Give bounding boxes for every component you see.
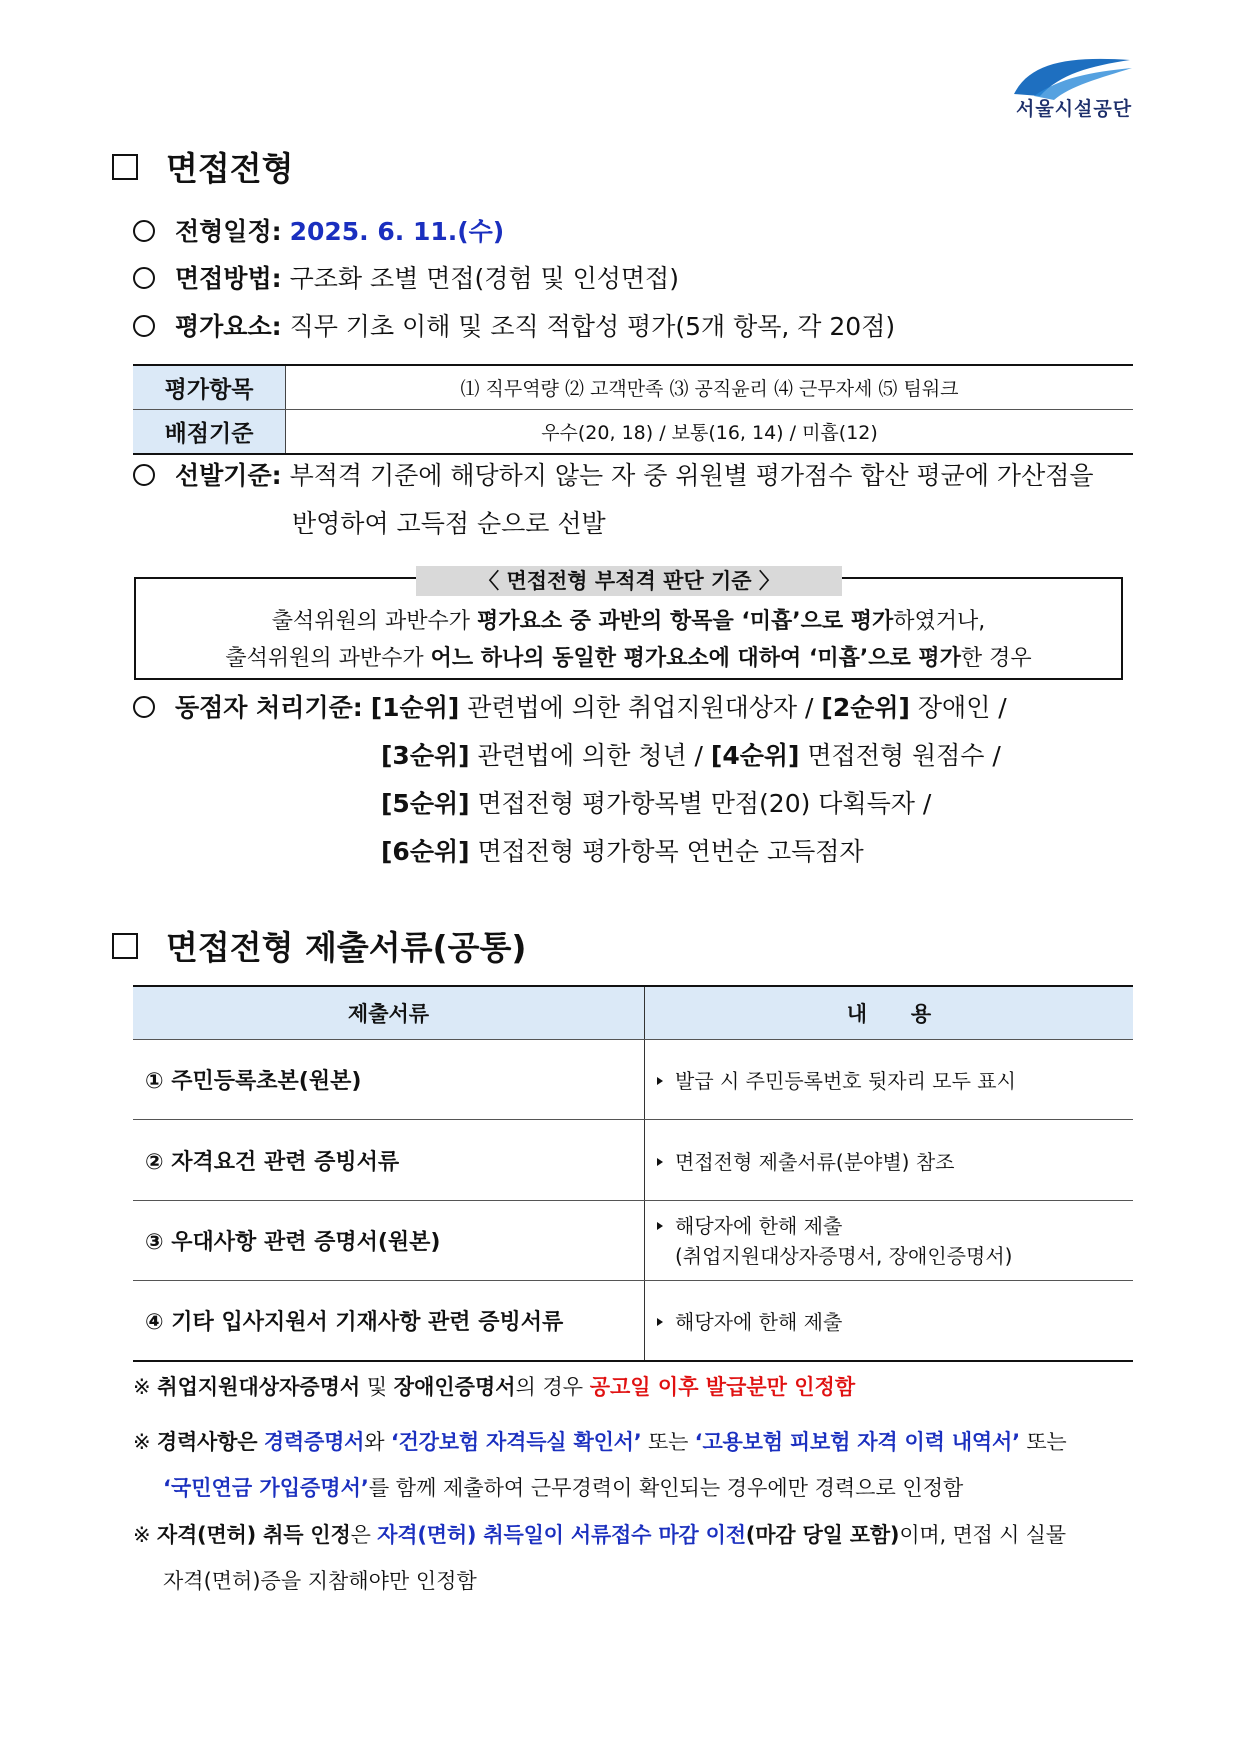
disqualification-title: 〈 면접전형 부적격 판단 기준 〉: [416, 566, 842, 596]
table-row: ③ 우대사항 관련 증명서(원본) 해당자에 한해 제출 (취업지원대상자증명서, 장애인증명서): [133, 1201, 1133, 1281]
evaluation-table: [133, 364, 1133, 455]
section-title-documents: 면접전형 제출서류(공통): [112, 922, 526, 969]
tie-line-4: [6순위] 면접전형 평가항목 연번순 고득점자: [381, 837, 864, 866]
circle-bullet-icon: [133, 315, 155, 337]
note-3-cont: 자격(면허)증을 지참해야만 인정함: [163, 1569, 477, 1593]
table-row: ② 자격요건 관련 증빙서류 면접전형 제출서류(분야별) 참조: [133, 1120, 1133, 1201]
circle-bullet-icon: [133, 220, 155, 242]
selection-line: 선발기준: 부적격 기준에 해당하지 않는 자 중 위원별 평가점수 합산 평균에 가산점을: [133, 459, 1094, 493]
tie-line-2: [3순위] 관련법에 의한 청년 / [4순위] 면접전형 원점수 /: [381, 741, 1001, 770]
circle-bullet-icon: [133, 696, 155, 718]
square-bullet-icon: [112, 933, 138, 959]
square-bullet-icon: [112, 154, 138, 180]
circle-bullet-icon: [133, 464, 155, 486]
logo-text: 서울시설공단: [1016, 98, 1133, 120]
table-row: 배점기준 우수(20, 18) / 보통(16, 14) / 미흡(12): [133, 410, 1133, 455]
table-header-row: 제출서류 내 용: [133, 986, 1133, 1040]
documents-table: [133, 985, 1133, 1362]
note-2: ※ 경력사항은 경력증명서와 ‘건강보험 자격득실 확인서’ 또는 ‘고용보험 피보험 자격 이력 내역서’ 또는: [133, 1430, 1067, 1454]
disqualification-line-1: 출석위원의 과반수가 평가요소 중 과반의 항목을 ‘미흡’으로 평가하였거나,: [271, 609, 986, 634]
section-title-interview: 면접전형: [112, 143, 294, 190]
circle-bullet-icon: [133, 267, 155, 289]
note-2-cont: ‘국민연금 가입증명서’를 함께 제출하여 근무경력이 확인되는 경우에만 경력으로 인정함: [163, 1476, 964, 1500]
triangle-bullet-icon: [657, 1222, 663, 1230]
tie-line-1: 동점자 처리기준: [1순위] 관련법에 의한 취업지원대상자 / [2순위] 장애인 /: [133, 691, 1007, 725]
table-row: 평가항목 ⑴ 직무역량 ⑵ 고객만족 ⑶ 공직윤리 ⑷ 근무자세 ⑸ 팀워크: [133, 365, 1133, 410]
table-row: ④ 기타 입사지원서 기재사항 관련 증빙서류 해당자에 한해 제출: [133, 1281, 1133, 1361]
disqualification-line-2: 출석위원의 과반수가 어느 하나의 동일한 평가요소에 대하여 ‘미흡’으로 평가한 경우: [225, 646, 1032, 671]
elements-line: 평가요소: 직무 기초 이해 및 조직 적합성 평가(5개 항목, 각 20점): [133, 310, 895, 344]
disqualification-box: [134, 569, 1123, 680]
method-line: 면접방법: 구조화 조별 면접(경험 및 인성면접): [133, 262, 679, 296]
tie-line-3: [5순위] 면접전형 평가항목별 만점(20) 다획득자 /: [381, 789, 932, 818]
note-3: ※ 자격(면허) 취득 인정은 자격(면허) 취득일이 서류접수 마감 이전(마감 당일 포함)이며, 면접 시 실물: [133, 1523, 1066, 1547]
note-1: ※ 취업지원대상자증명서 및 장애인증명서의 경우 공고일 이후 발급분만 인정함: [133, 1375, 856, 1399]
triangle-bullet-icon: [657, 1077, 663, 1085]
triangle-bullet-icon: [657, 1318, 663, 1326]
triangle-bullet-icon: [657, 1158, 663, 1166]
selection-line-2: 반영하여 고득점 순으로 선발: [292, 509, 606, 538]
table-row: ① 주민등록초본(원본) 발급 시 주민등록번호 뒷자리 모두 표시: [133, 1040, 1133, 1120]
company-logo: [1010, 52, 1140, 132]
schedule-line: 전형일정: 2025. 6. 11.(수): [133, 215, 504, 249]
